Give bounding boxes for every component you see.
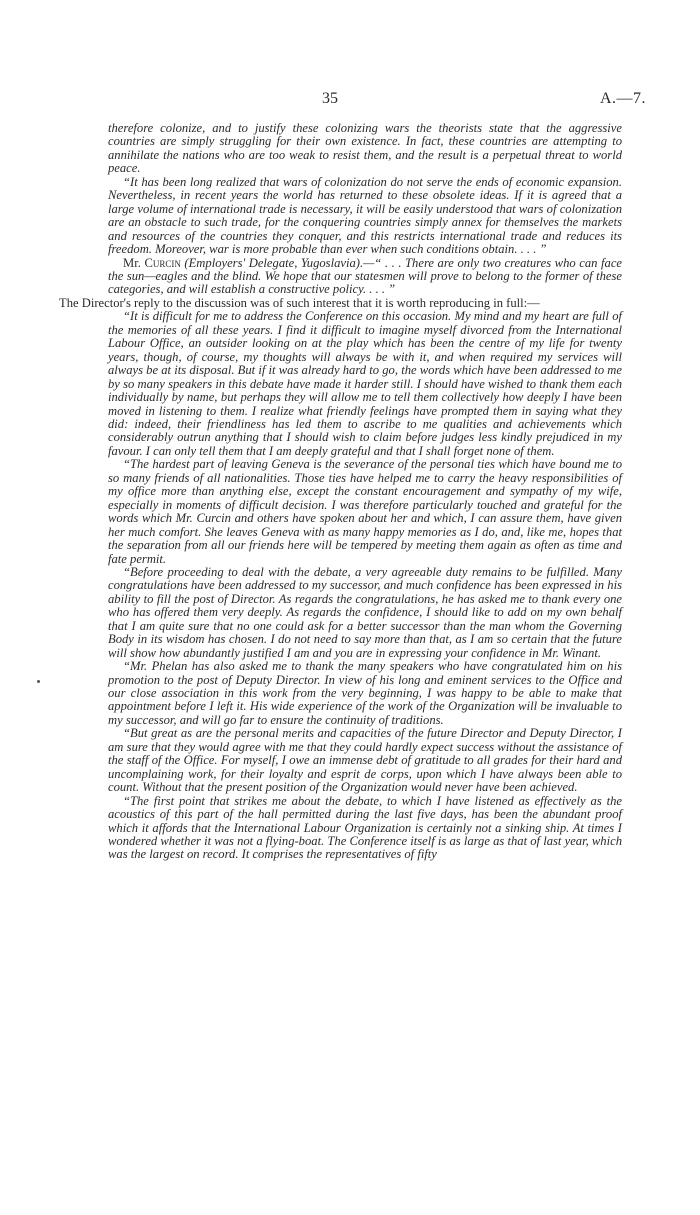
reply-paragraph: “Before proceeding to deal with the debate, a very agreeable duty remains to be fulfilled. Many congratulations have been addressed to my successor, and much confidence has been expressed in his ability to fill the post of Director. As regards the congratulations, he has asked me to thank every one who has offered them very deeply. As regards the confidence, I should like to add on my own behalf that I am quite sure that no one could ask for a better successor than the man whom the Governing Body in its wisdom has chosen. I do not need to say more than that, as I am so certain that the future will show how abundantly justified I am and you are in expressing your confidence in Mr. Winant. <box>108 564 622 660</box>
reply-paragraph: “The hardest part of leaving Geneva is the severance of the personal ties which have bound me to so many friends of all nationalities. Those ties have helped me to carry the heavy responsibilities of my office more than anything else, except the constant encouragement and sympathy of my wife, especially in moments of difficult decision. I was therefore particularly touched and grateful for the words which Mr. Curcin and others have spoken about her and which, I can assure them, have given her much comfort. She leaves Geneva with as many happy memories as I do, and, like me, hopes that the separation from all our friends here will be tempered by meeting them again as often as time and fate permit. <box>108 457 622 566</box>
speaker-role: (Employers' Delegate, Yugoslavia).— <box>180 255 375 270</box>
quote-paragraph: therefore colonize, and to justify these colonizing wars the theorists state that the aggressive countries are simply struggling for their own existence. In fact, these countries are attempting to annihilate the nations who are too weak to resist them, and the result is a perpetual threat to world peace. <box>108 121 622 176</box>
speaker-name: Curcin <box>144 255 181 270</box>
quote-paragraph: “It has been long realized that wars of colonization do not serve the ends of economic expansion. Nevertheless, in recent years the world has returned to these obsolete ideas. If it is agreed that a large volume of international trade is necessary, it will be easily understood that wars of colonization are an obstacle to such trade, for the conquering countries simply annex for themselves the markets and resources of the countries they conquer, and this restricts international trade and reduces its freedom. Moreover, war is more probable than ever when such conditions obtain. . . . ” <box>108 174 622 257</box>
margin-speck <box>37 680 40 683</box>
speaker-quote: “ . . . There are only two creatures who can face the sun—eagles and the blind. We hope that our statesmen will prove to belong to the former of these categories, and will establish a constructive policy. . . . ” <box>108 255 622 297</box>
page-body <box>43 122 622 862</box>
curcin-quote <box>108 257 622 297</box>
reply-paragraph: “Mr. Phelan has also asked me to thank the many speakers who have congratulated him on his promotion to the post of Deputy Director. In view of his long and eminent services to the Office and our close association in this work from the very beginning, I was happy to be able to make that appointment before I left it. His wide experience of the work of the Organization will be invaluable to my successor, and will go far to ensure the continuity of traditions. <box>108 659 622 727</box>
reply-paragraph: “But great as are the personal merits and capacities of the future Director and Deputy Director, I am sure that they would agree with me that they could hardly expect success without the assistance of the staff of the Office. For myself, I owe an immense debt of gratitude to all grades for their hard and uncomplaining work, for their loyalty and esprit de corps, upon which I have always been able to count. Without that the present position of the Organization would never have been achieved. <box>108 726 622 795</box>
reply-paragraph: “It is difficult for me to address the Conference on this occasion. My mind and my heart are full of the memories of all these years. I find it difficult to imagine myself divorced from the International Labour Office, an outsider looking on at the play which has been the centre of my life for twenty years, though, of course, my thoughts will always be with it, and when required my services will always be at its disposal. But if it was already hard to go, the words which have been addressed to me by so many speakers in this debate have made it harder still. I should have wished to thank them each individually by name, but perhaps they will allow me to tell them collectively how deeply I have been moved in listening to them. I realize what friendly feelings have prompted them in saying what they did: indeed, their friendliness has led them to ascribe to me qualities and achievements which considerably outrun anything that I should wish to claim before judges less kindly prejudiced in my favour. I can only tell them that I am deeply grateful and that I shall forget none of them. <box>108 309 622 458</box>
document-reference: A.—7. <box>600 90 647 107</box>
page-number: 35 <box>322 90 338 107</box>
reply-paragraph: “The first point that strikes me about the debate, to which I have listened as effectively as the acoustics of this part of the hall permitted during the last five days, has been the abundant proof which it affords that the International Labour Organization is certainly not a sinking ship. At times I wondered whether it was not a flying-boat. The Conference itself is as large as that of last year, which was the largest on record. It comprises the representatives of fifty <box>108 793 622 862</box>
speaker-prefix: Mr. <box>123 255 145 270</box>
director-intro: The Director's reply to the discussion was of such interest that it is worth reproducing in full:— <box>59 295 540 310</box>
